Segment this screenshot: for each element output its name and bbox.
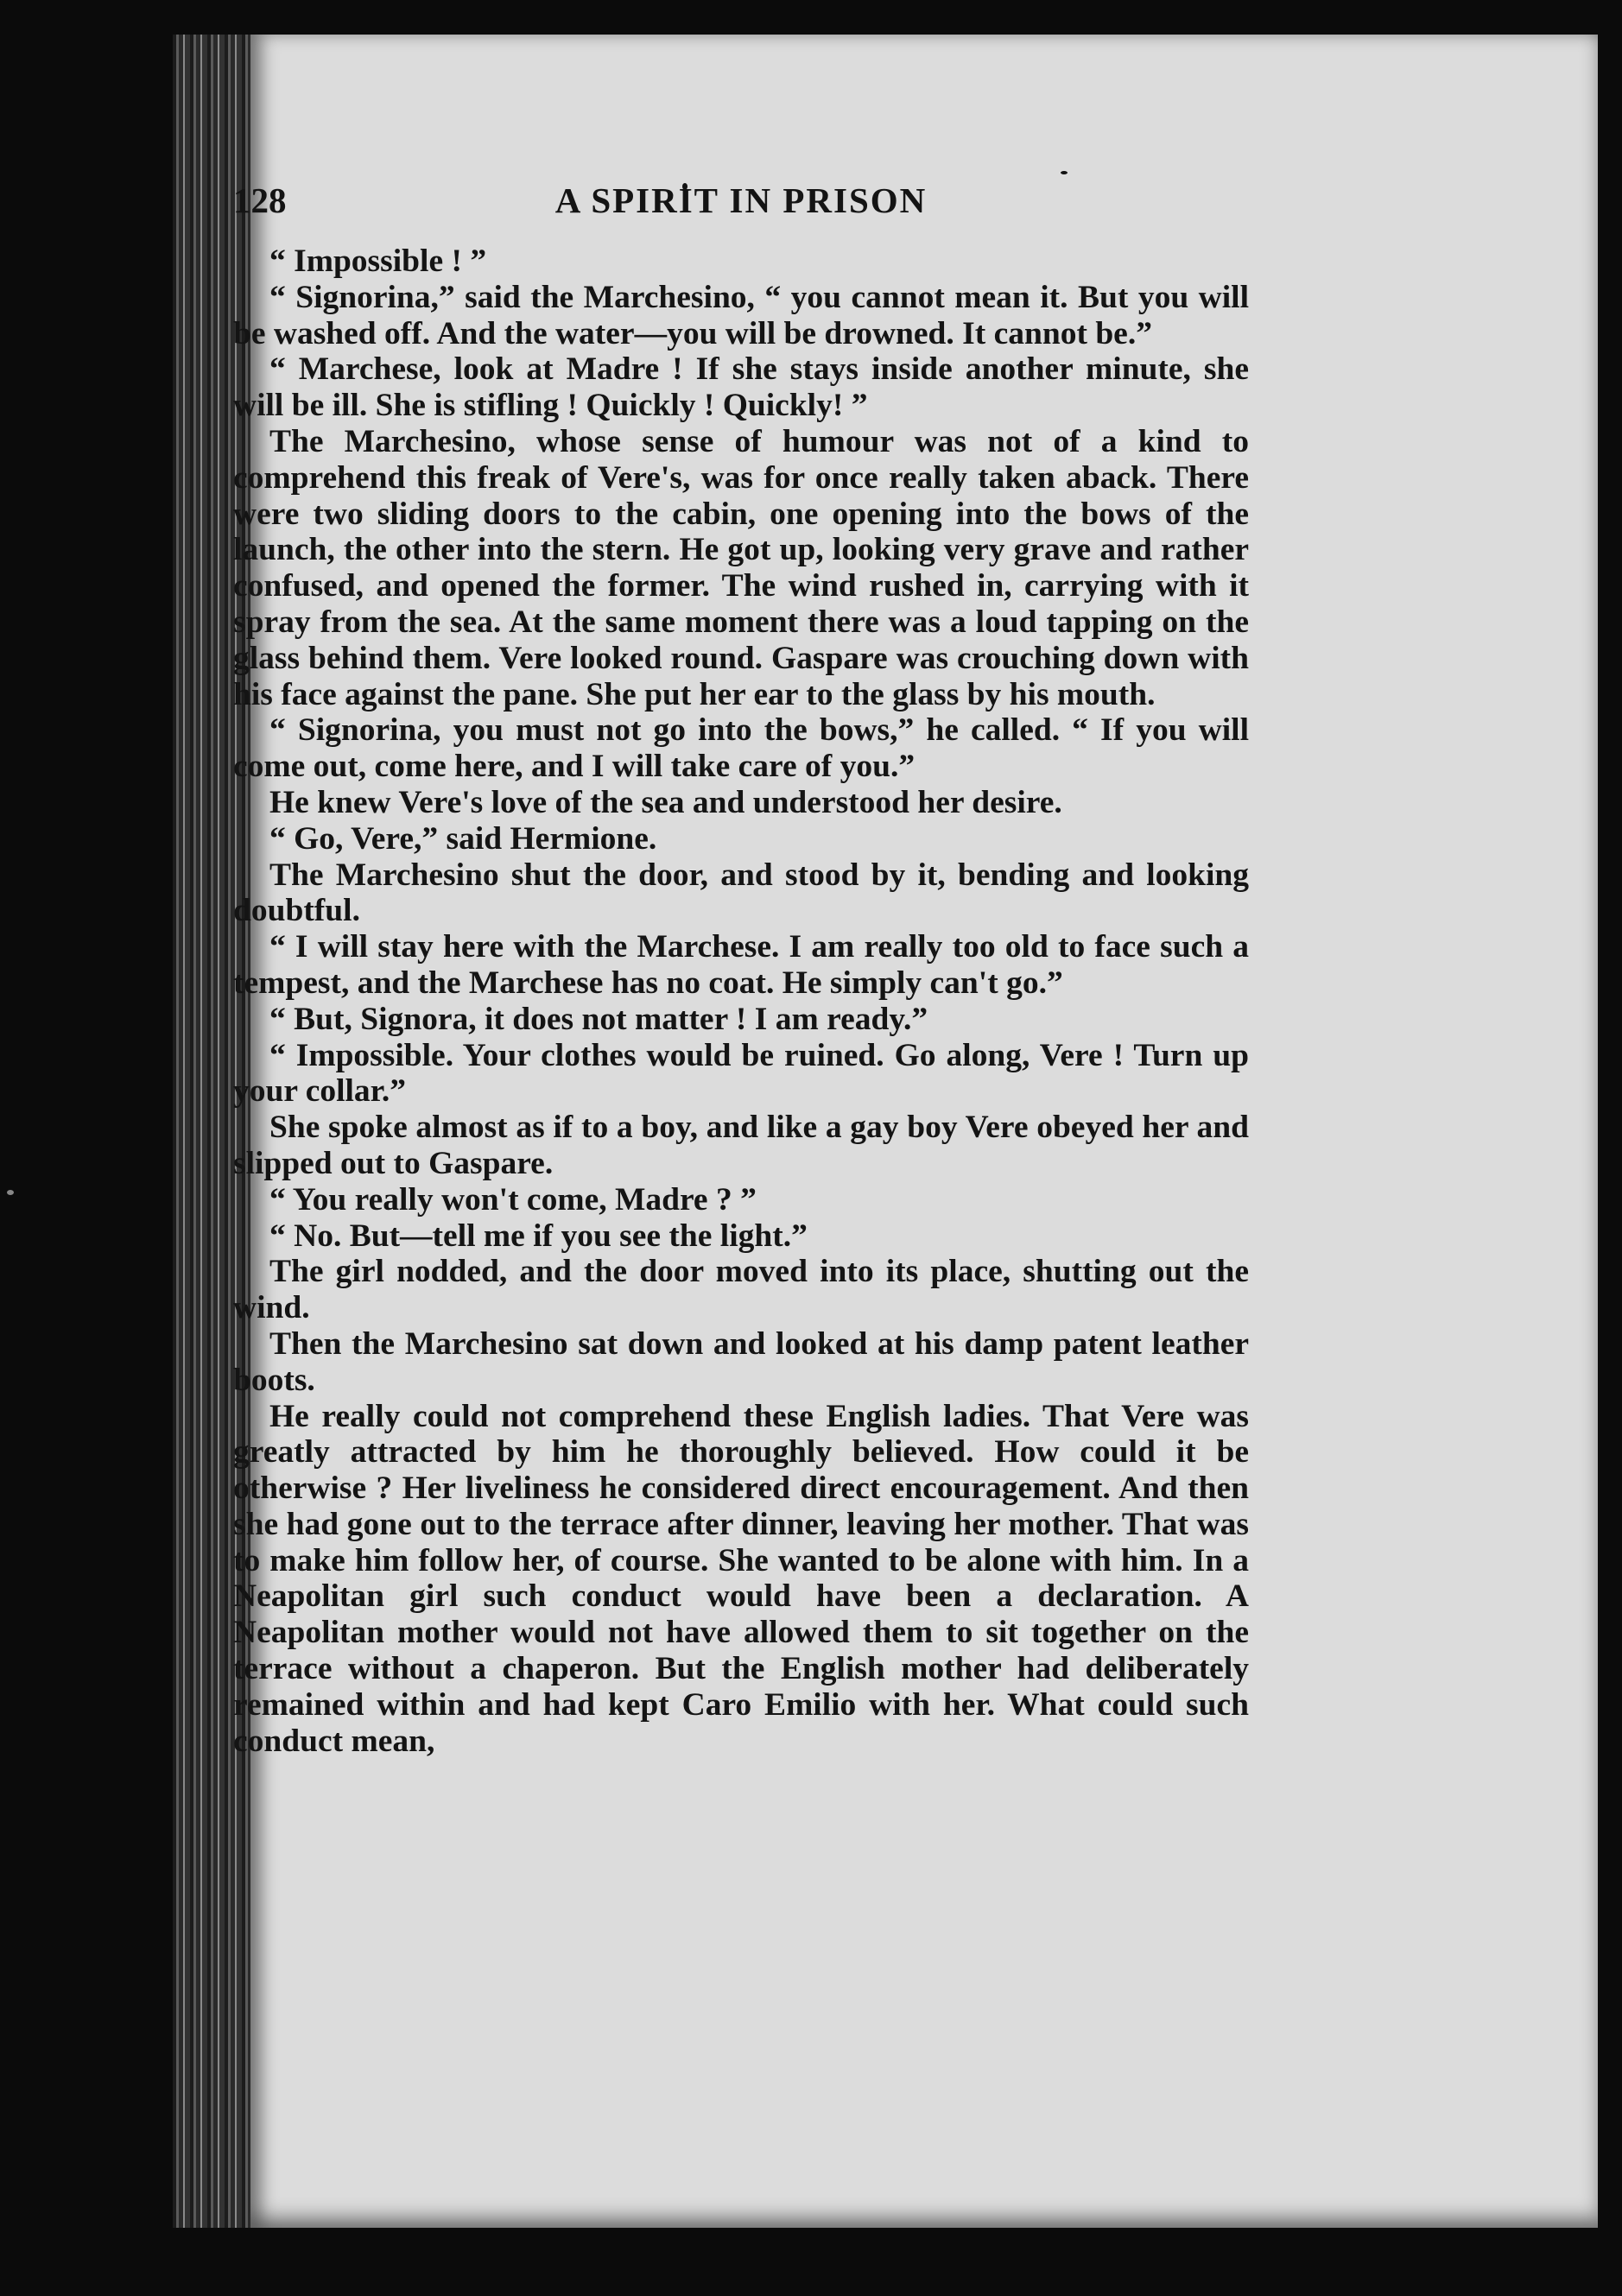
paragraph: Then the Marchesino sat down and looked at his damp patent leather boots.	[233, 1325, 1249, 1398]
paragraph: “ No. But—tell me if you see the light.”	[269, 1218, 808, 1254]
paragraph: “ Signorina, you must not go into the bows,” he called. “ If you will come out, come here, and I will take care of you.”	[233, 712, 1249, 785]
paragraph: He knew Vere's love of the sea and understood her desire.	[269, 784, 1062, 820]
paragraph: She spoke almost as if to a boy, and like a gay boy Vere obeyed her and slipped out to Gaspare.	[233, 1110, 1249, 1181]
paragraph: The Marchesino, whose sense of humour was not of a kind to comprehend this freak of Vere's, was for once really taken aback. There were two sliding doors to the cabin, one opening into the bows of the launch, the other into the stern. He got up, looking very grave and rather confused, and opened the former. The wind rushed in, carrying with it spray from the sea. At the same moment there was a loud tapping on the glass behind them. Vere looked round. Gaspare was crouching down with his face against the pane. She put her ear to the glass by his mouth.	[233, 423, 1249, 712]
paragraph: “ Impossible ! ”	[269, 244, 487, 279]
body-text	[233, 244, 1249, 1759]
paragraph: “ You really won't come, Madre ? ”	[269, 1181, 757, 1218]
paragraph: “ Marchese, look at Madre ! If she stays inside another minute, she will be ill. She is stifling ! Quickly ! Quickly! ”	[233, 351, 1249, 424]
paragraph: “ Signorina,” said the Marchesino, “ you cannot mean it. But you will be washed off. And the water—you will be drowned. It cannot be.”	[233, 279, 1249, 351]
paragraph: “ But, Signora, it does not matter ! I am ready.”	[269, 1001, 928, 1037]
paragraph: “ Impossible. Your clothes would be ruined. Go along, Vere ! Turn up your collar.”	[233, 1037, 1249, 1110]
page-number: 128	[233, 180, 287, 220]
paragraph: “ Go, Vere,” said Hermione.	[269, 820, 657, 857]
paragraph: “ I will stay here with the Marchese. I am really too old to face such a tempest, and the Marchese has no coat. He simply can't go.”	[233, 929, 1249, 1001]
dust-speck	[1061, 171, 1068, 174]
running-title: A SPIRIT IN PRISON	[554, 180, 928, 220]
paragraph: The girl nodded, and the door moved into its place, shutting out the wind.	[233, 1254, 1249, 1326]
paragraph: He really could not comprehend these English ladies. That Vere was greatly attracted by him he thoroughly believed. How could it be otherwise ? Her liveliness he considered direct encouragement. And then she had gone out to the terrace after dinner, leaving her mother. That was to make him follow her, of course. She wanted to be alone with him. In a Neapolitan girl such conduct would have been a declaration. A Neapolitan mother would not have allowed them to sit together on the terrace without a chaperon. But the English mother had deliberately remained within and had kept Caro Emilio with her. What could such conduct mean,	[233, 1398, 1249, 1759]
page-header	[233, 180, 1249, 231]
paragraph: The Marchesino shut the door, and stood by it, bending and looking doubtful.	[233, 857, 1249, 929]
dust-speck	[7, 1190, 14, 1195]
